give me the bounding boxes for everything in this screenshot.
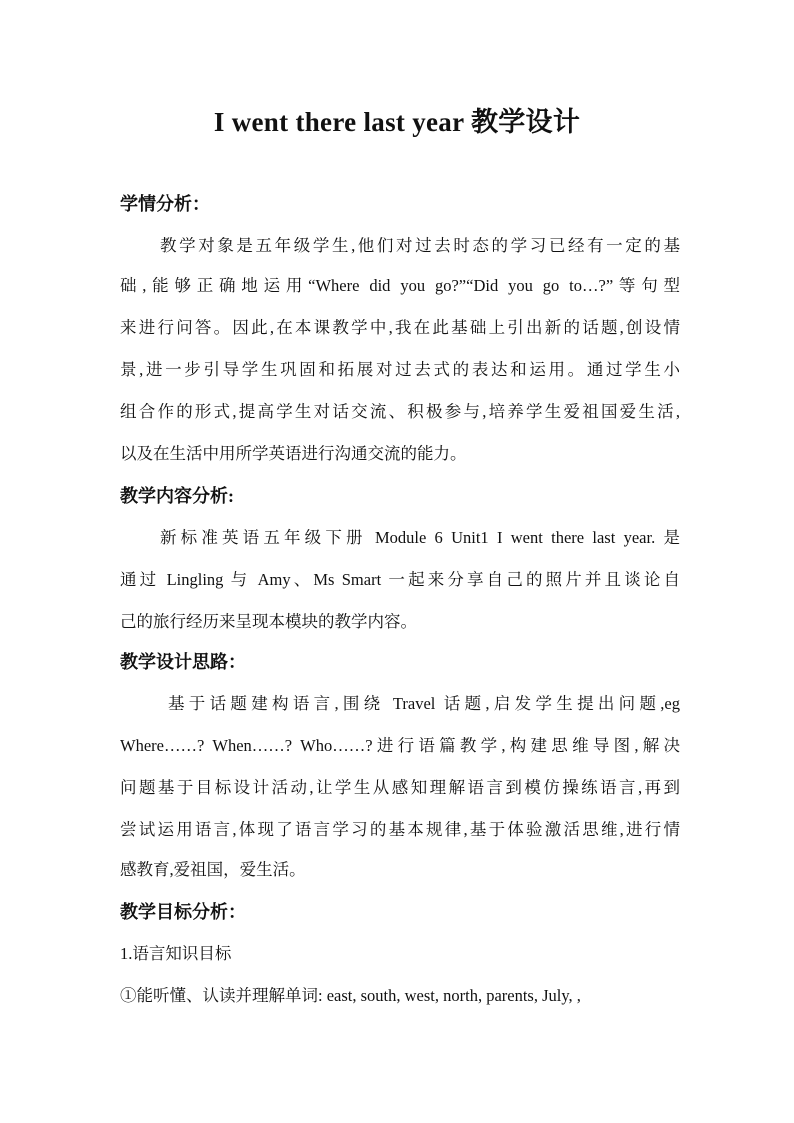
paragraph-line: 教学对象是五年级学生,他们对过去时态的学习已经有一定的基 xyxy=(160,236,680,255)
paragraph-line: 来进行问答。因此,在本课教学中,我在此基础上引出新的话题,创设情 xyxy=(120,318,680,337)
paragraph-line: 新标准英语五年级下册 Module 6 Unit1 I went there last year. 是 xyxy=(160,528,680,547)
paragraph-line: 通过 Lingling 与 Amy、Ms Smart 一起来分享自己的照片并且谈论自 xyxy=(120,570,680,589)
section-heading-design-idea: 教学设计思路： xyxy=(120,652,246,672)
paragraph-line: Where……? When……? Who……?进行语篇教学,构建思维导图,解决 xyxy=(120,736,680,755)
paragraph-line: 尝试运用语言,体现了语言学习的基本规律,基于体验激活思维,进行情 xyxy=(120,820,680,839)
objective-subheading: 1.语言知识目标 xyxy=(120,944,232,963)
paragraph-line: 己的旅行经历来呈现本模块的教学内容。 xyxy=(120,612,417,631)
paragraph-line: 景,进一步引导学生巩固和拓展对过去式的表达和运用。通过学生小 xyxy=(120,360,680,379)
paragraph-line: 问题基于目标设计活动,让学生从感知理解语言到模仿操练语言,再到 xyxy=(120,778,680,797)
paragraph-line: 基于话题建构语言,围绕 Travel 话题,启发学生提出问题,eg xyxy=(168,694,680,713)
paragraph-line: 组合作的形式,提高学生对话交流、积极参与,培养学生爱祖国爱生活, xyxy=(120,402,680,421)
section-heading-learner-analysis: 学情分析： xyxy=(120,194,210,214)
section-heading-objectives: 教学目标分析： xyxy=(120,902,246,922)
section-heading-content-analysis: 教学内容分析: xyxy=(120,486,234,506)
paragraph-line: 感教育,爱祖国，爱生活。 xyxy=(120,860,306,879)
paragraph-line: ①能听懂、认读并理解单词: east, south, west, north, parents, July, , xyxy=(120,986,581,1005)
document-title: I went there last year 教学设计 xyxy=(213,107,581,137)
paragraph-line: 础,能够正确地运用“Where did you go?”“Did you go to…?”等句型 xyxy=(120,276,680,295)
paragraph-line: 以及在生活中用所学英语进行沟通交流的能力。 xyxy=(120,444,467,463)
